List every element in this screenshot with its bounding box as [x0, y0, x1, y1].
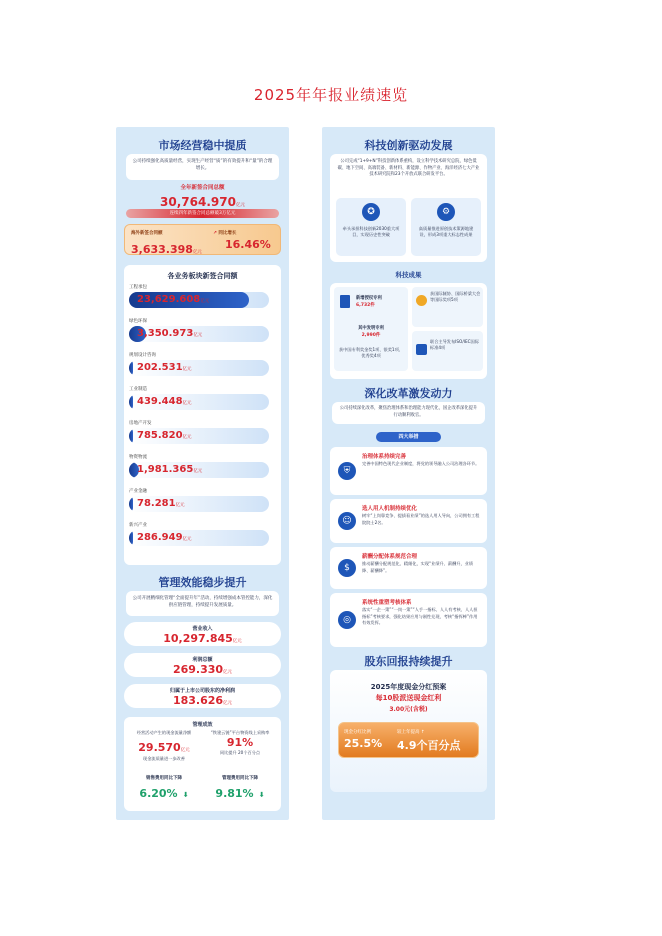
reform-heading: 深化改革激发动力	[364, 387, 453, 400]
standard-icon	[416, 344, 427, 355]
measure-title: 治理体系持续完善	[362, 454, 407, 460]
award-box	[412, 287, 483, 327]
cash-value: 29.570	[138, 740, 181, 754]
total-contract-value: 30,764.970	[160, 195, 236, 209]
people-icon: ☺	[338, 512, 356, 530]
dividend-card	[330, 670, 487, 792]
sales-value: 6.20%	[139, 787, 178, 800]
revenue-label: 营业收入	[192, 626, 213, 632]
measures-title: 四大举措	[376, 432, 441, 442]
yoy-label: 同比增长	[218, 231, 237, 236]
tech-card	[330, 154, 487, 262]
iso-box	[412, 331, 483, 371]
segment-value: 1,981.365	[137, 464, 194, 475]
patent-value: 6,732件	[356, 303, 375, 308]
segment-name: 工业制造	[129, 387, 147, 392]
segments-card	[124, 265, 281, 565]
up-label-wrap	[397, 729, 425, 735]
invention-value: 2,990件	[361, 333, 381, 338]
admin-value: 9.81%	[215, 787, 254, 800]
netprofit-unit: 亿元	[223, 701, 233, 706]
online-label: “铁建云链”平台物资线上采购率	[210, 730, 270, 735]
segment-bar-fill	[129, 394, 133, 410]
overseas-unit: 亿元	[192, 250, 202, 255]
dividend-amount: 3.00元(含税)	[389, 706, 428, 713]
segment-unit: 亿元	[193, 333, 203, 338]
down-arrow-icon: ⬇	[258, 791, 265, 799]
segment-bar	[129, 394, 269, 410]
rocket-icon: ✪	[362, 203, 380, 221]
dividend-box	[338, 722, 479, 758]
measure-desc: 完善中国特色现代企业制度，将党的领导融入公司治理各环节。	[362, 461, 480, 466]
total-contract-unit: 亿元	[235, 203, 245, 208]
measure-desc: 树牢“上岗靠竞争、提拔看业绩”的选人用人导向，公司拥有工程院院士2名。	[362, 513, 480, 525]
segment-name: 工程承包	[129, 285, 147, 290]
online-note: 同比提升 20个百分点	[219, 749, 261, 755]
segment-value: 202.531	[137, 362, 183, 373]
reform-intro: 公司持续深化改革，聚焦治理体系和治理能力现代化，国企改革深化提升行动顺利收官。	[339, 406, 478, 418]
cash-unit: 亿元	[180, 747, 190, 753]
netprofit-pill	[124, 684, 281, 708]
segment-row	[129, 386, 269, 410]
left-column	[116, 127, 289, 820]
cash-note: 现金流质量进一步改善	[143, 755, 185, 761]
efficiency-title: 管理成效	[192, 722, 213, 728]
segment-value-wrap	[137, 498, 185, 509]
mgmt-intro-card	[126, 591, 279, 616]
target-icon: ◎	[338, 611, 356, 629]
revenue-unit: 亿元	[232, 639, 242, 644]
segment-value-wrap	[137, 396, 192, 407]
segment-value: 286.949	[137, 532, 183, 543]
segment-name: 绿色环保	[129, 319, 147, 324]
online-value: 91%	[226, 735, 254, 749]
measure-title: 薪酬分配体系规范合理	[362, 554, 418, 560]
profit-pill	[124, 653, 281, 677]
segment-value-wrap	[137, 430, 192, 441]
overseas-label: 海外新签合同额	[131, 231, 163, 236]
measure-card	[330, 447, 487, 495]
segment-value: 78.281	[137, 498, 176, 509]
segment-unit: 亿元	[182, 435, 192, 440]
tech-heading: 科技创新驱动发展	[364, 139, 453, 152]
profit-unit: 亿元	[223, 670, 233, 675]
sales-label: 销售费用同比下降	[146, 776, 182, 781]
up-arrow-icon: ↗	[213, 231, 217, 236]
measure-desc: 推动薪酬分配规范化、精细化，实现“业绩升、薪酬升，业绩降、薪酬降”。	[362, 561, 474, 573]
total-contract-value-wrap	[116, 191, 289, 210]
right-column	[322, 127, 495, 820]
segment-value: 785.820	[137, 430, 183, 441]
ratio-value: 25.5%	[344, 737, 383, 750]
measure-title: 系统性重塑考核体系	[362, 600, 412, 606]
segment-value-wrap	[137, 294, 209, 305]
mgmt-intro: 公司开展精细化管理“全面提升年”活动，持续增强成本管控能力，深化供应链管理，持续提升发展质量。	[132, 596, 273, 608]
reform-intro-card	[332, 402, 485, 424]
profit-value: 269.330	[172, 663, 224, 676]
profit-label: 利润总额	[192, 657, 213, 663]
cash-label: 经营活动产生的现金流量净额	[136, 730, 192, 735]
dividend-heading: 股东回报持续提升	[364, 655, 453, 668]
segment-value-wrap	[137, 532, 192, 543]
ratio-label: 现金分红比例	[344, 730, 371, 735]
segment-bar-fill	[129, 360, 133, 376]
market-intro-card	[126, 154, 279, 180]
four-year-banner: 连续四年新签合同总额破3万亿元	[126, 209, 279, 218]
results-card	[330, 283, 487, 379]
gear-icon: ⚙	[437, 203, 455, 221]
market-heading: 市场经营稳中提质	[158, 139, 247, 152]
money-bag-icon: $	[338, 559, 356, 577]
patent-box	[334, 287, 408, 371]
segment-value-wrap	[137, 464, 202, 475]
segment-bar-fill	[129, 428, 133, 444]
revenue-pill	[124, 622, 281, 646]
page-title: 2025年年报业绩速览	[253, 86, 409, 104]
document-icon	[340, 295, 350, 308]
up-label: 较上年提高	[397, 730, 420, 735]
segment-row	[129, 420, 269, 444]
measure-title: 选人用人机制持续优化	[362, 506, 418, 512]
netprofit-label: 归属于上市公司股东的净利润	[169, 688, 235, 694]
segment-value: 439.448	[137, 396, 183, 407]
segment-name: 房地产开发	[129, 421, 152, 426]
tech-intro: 公司完成“1+9+N”科技创新体系重构，设立科学技术研究总院，绿色低碳、地下空间、高端装备、新材料、新能源、作物产业、海洋经济七大产业技术研究院和23个开放式联合研发平台。	[337, 159, 480, 177]
measure-card	[330, 593, 487, 647]
overseas-value: 3,633.398	[131, 243, 193, 256]
yoy-value: 16.46%	[225, 238, 271, 251]
segment-unit: 亿元	[193, 469, 203, 474]
segment-unit: 亿元	[200, 299, 210, 304]
tech-item-1-card	[336, 198, 406, 256]
segment-row	[129, 454, 269, 478]
admin-label: 管理费用同比下降	[222, 776, 258, 781]
segment-row	[129, 488, 269, 512]
segment-row	[129, 352, 269, 376]
segment-value-wrap	[137, 362, 192, 373]
dividend-title: 2025年度现金分红预案	[370, 683, 447, 691]
measure-card	[330, 547, 487, 589]
tech-item-1: 牵头承担科技创新2030重大项目，实现历史性突破	[342, 226, 400, 237]
up-arrow-icon: ↑	[420, 730, 425, 735]
up-value: 4.9个百分点	[397, 739, 461, 752]
efficiency-card	[124, 717, 281, 811]
segment-name: 新兴产业	[129, 523, 147, 528]
segment-name: 产业金融	[129, 489, 147, 494]
iso-text: 联合主导发布ISO/IEC国际标准4项	[430, 339, 479, 350]
cn-patent-award: 获中国专利奖金奖1项、银奖1项、优秀奖4项	[339, 347, 403, 358]
segments-heading: 各业务板块新签合同额	[167, 272, 238, 280]
segment-bar	[129, 530, 269, 546]
invention-label: 其中发明专利	[358, 326, 384, 331]
yoy-label-wrap	[213, 230, 236, 236]
segment-unit: 亿元	[182, 401, 192, 406]
medal-icon	[416, 295, 427, 306]
segment-bar	[129, 496, 269, 512]
netprofit-value: 183.626	[172, 694, 224, 707]
overseas-card	[124, 224, 281, 255]
down-arrow-icon: ⬇	[182, 791, 189, 799]
segment-unit: 亿元	[182, 367, 192, 372]
revenue-value: 10,297.845	[163, 632, 233, 645]
segment-row	[129, 318, 269, 342]
measure-card	[330, 499, 487, 543]
market-intro: 公司持续强化高质量经营，实现生产经营“质”的有效提升和“量”的合理增长。	[132, 159, 273, 171]
tech-item-2-card	[411, 198, 481, 256]
segment-bar-fill	[129, 496, 133, 512]
segment-row	[129, 522, 269, 546]
total-contract-label: 全年新签合同总额	[180, 185, 225, 191]
segment-name: 物资物流	[129, 455, 147, 460]
segment-unit: 亿元	[175, 503, 185, 508]
segment-bar	[129, 292, 269, 308]
mgmt-heading: 管理效能稳步提升	[158, 576, 247, 589]
segment-unit: 亿元	[182, 537, 192, 542]
segment-bar	[129, 326, 269, 342]
segment-value: 23,629.608	[137, 294, 201, 305]
measure-desc: 落实“一企一策”“一岗一策”“人手一指标、人人有考核、人人担指标”考核要求，强化结果应用与刚性兑现，考核“指挥棒”作用有效发挥。	[362, 607, 478, 625]
segment-value-wrap	[137, 328, 202, 339]
segment-bar	[129, 360, 269, 376]
award-text: 获国际隧协、国际桥梁大会等国际奖项5项	[430, 291, 481, 302]
shield-icon: ⛨	[338, 462, 356, 480]
segment-bar	[129, 462, 269, 478]
segment-bar-fill	[129, 530, 133, 546]
dividend-line: 每10股派送现金红利	[375, 694, 442, 702]
segment-bar	[129, 428, 269, 444]
patent-label: 新增授权专利	[356, 296, 382, 301]
tech-item-2: 高质量推进原创技术策源地建设，形成3项重大标志性成果	[418, 226, 474, 237]
segment-row	[129, 284, 269, 308]
segment-value: 3,350.973	[137, 328, 194, 339]
segment-name: 规划设计咨询	[129, 353, 156, 358]
results-heading: 科技成果	[395, 271, 422, 279]
